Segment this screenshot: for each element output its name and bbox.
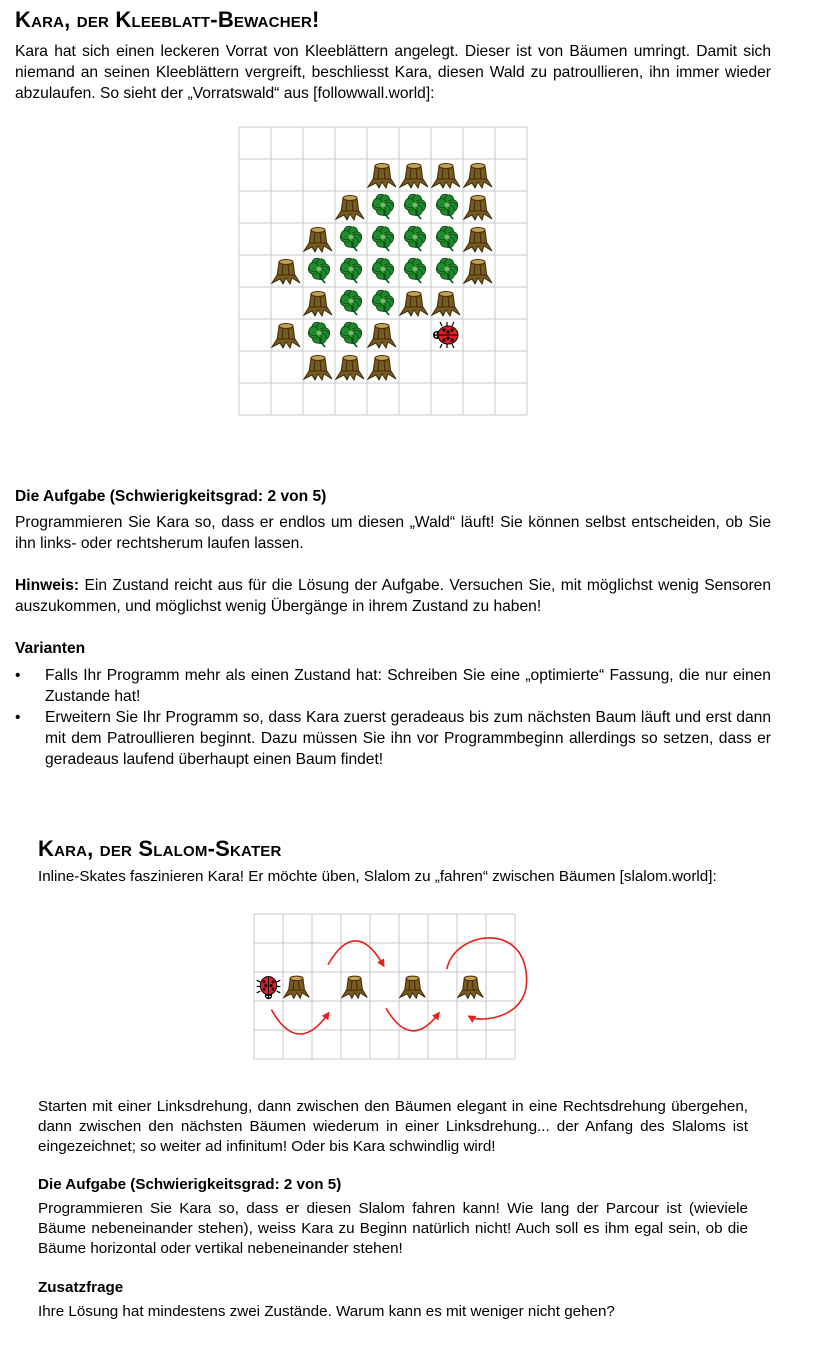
tree-icon bbox=[304, 356, 332, 381]
tree-icon bbox=[336, 356, 364, 381]
tree-icon bbox=[342, 976, 367, 998]
tree-icon bbox=[432, 164, 460, 189]
tree-icon bbox=[400, 976, 425, 998]
list-item bbox=[15, 665, 771, 707]
tree-icon bbox=[368, 356, 396, 381]
clover-icon bbox=[404, 258, 425, 283]
clover-icon bbox=[340, 290, 361, 315]
tree-icon bbox=[304, 228, 332, 253]
hint-label: Hinweis: bbox=[15, 577, 80, 594]
followwall-world-grid bbox=[239, 127, 529, 417]
slalom-world-grid bbox=[254, 914, 519, 1074]
section1-title bbox=[15, 7, 320, 33]
tree-icon bbox=[458, 976, 483, 998]
variant-text-1: Falls Ihr Programm mehr als einen Zustand hat: Schreiben Sie eine „optimierte“ Fassung, die nur einen Zustande hat! bbox=[45, 667, 771, 705]
section2-title-text: Kara, der Slalom-Skater bbox=[38, 836, 282, 861]
section2-task-text: Programmieren Sie Kara so, dass er diesen Slalom fahren kann! Wie lang der Parcour ist (wieviele Bäume nebeneinander stehen), weiss Kara zu Beginn natürlich nicht! Auch soll es ihm egal sein, ob die Bäume horizontal oder vertikal nebeneinander stehen! bbox=[38, 1200, 748, 1257]
section2-intro: Inline-Skates faszinieren Kara! Er möchte üben, Slalom zu „fahren“ zwischen Bäumen [slalom.world]: bbox=[38, 868, 717, 885]
tree-icon bbox=[336, 196, 364, 221]
clover-icon bbox=[436, 226, 457, 251]
clover-icon bbox=[372, 290, 393, 315]
clover-icon bbox=[404, 194, 425, 219]
slalom-arrow bbox=[328, 941, 383, 965]
variant-text-2: Erweitern Sie Ihr Programm so, dass Kara zuerst geradeaus bis zum nächsten Baum läuft und erst dann mit dem Patroullieren beginnt. Dazu müssen Sie ihn vor Programmbeginn allerdings so setzen, dass er geradeaus laufend überhaupt einen Baum findet! bbox=[45, 709, 771, 768]
variants-list bbox=[15, 665, 771, 770]
extra-question-text: Ihre Lösung hat mindestens zwei Zustände. Warum kann es mit weniger nicht gehen? bbox=[38, 1303, 615, 1320]
clover-icon bbox=[308, 322, 329, 347]
kara-ladybug-icon bbox=[433, 322, 458, 348]
tree-icon bbox=[368, 324, 396, 349]
clover-icon bbox=[340, 258, 361, 283]
tree-icon bbox=[464, 196, 492, 221]
section1-intro: Kara hat sich einen leckeren Vorrat von Kleeblättern angelegt. Dieser ist von Bäumen umringt. Damit sich niemand an seinen Kleeblättern vergreift, beschliesst Kara, diesen Wald zu patroullieren, ihn immer wieder abzulaufen. So sieht der „Vorratswald“ aus [followwall.world]: bbox=[15, 43, 771, 102]
section1-task-text: Programmieren Sie Kara so, dass er endlos um diesen „Wald“ läuft! Sie können selbst entscheiden, ob Sie ihn links- oder rechtsherum laufen lassen. bbox=[15, 514, 771, 552]
tree-icon bbox=[432, 292, 460, 317]
section1-task-heading: Die Aufgabe (Schwierigkeitsgrad: 2 von 5) bbox=[15, 488, 327, 505]
section1-hint bbox=[15, 575, 771, 617]
tree-icon bbox=[400, 164, 428, 189]
clover-icon bbox=[372, 194, 393, 219]
tree-icon bbox=[400, 292, 428, 317]
kara-ladybug-icon bbox=[257, 977, 281, 1000]
tree-icon bbox=[464, 164, 492, 189]
clover-icon bbox=[372, 258, 393, 283]
section2-description: Starten mit einer Linksdrehung, dann zwischen den Bäumen elegant in eine Rechtsdrehung übergehen, dann zwischen den nächsten Bäumen wiederum in einer Linksdrehung... der Anfang des Slaloms ist eingezeichnet; so weiter ad infinitum! Oder bis Kara schwindlig wird! bbox=[38, 1098, 748, 1155]
tree-icon bbox=[272, 324, 300, 349]
tree-icon bbox=[284, 976, 309, 998]
clover-icon bbox=[404, 226, 425, 251]
clover-icon bbox=[308, 258, 329, 283]
section2-task-heading: Die Aufgabe (Schwierigkeitsgrad: 2 von 5) bbox=[38, 1176, 342, 1193]
tree-icon bbox=[464, 228, 492, 253]
variants-heading: Varianten bbox=[15, 640, 86, 657]
clover-icon bbox=[372, 226, 393, 251]
clover-icon bbox=[436, 194, 457, 219]
slalom-arrow bbox=[386, 1008, 438, 1031]
list-item bbox=[15, 707, 771, 770]
section1-title-text: Kara, der Kleeblatt-Bewacher! bbox=[15, 7, 320, 32]
bullet-icon: • bbox=[15, 667, 21, 684]
clover-icon bbox=[340, 322, 361, 347]
hint-text: Ein Zustand reicht aus für die Lösung der Aufgabe. Versuchen Sie, mit möglichst wenig Sensoren auszukommen, und möglichst wenig Übergänge in ihrem Zustand zu haben! bbox=[15, 577, 771, 615]
tree-icon bbox=[304, 292, 332, 317]
clover-icon bbox=[340, 226, 361, 251]
extra-question-heading: Zusatzfrage bbox=[38, 1279, 124, 1296]
section2-title bbox=[38, 836, 282, 862]
tree-icon bbox=[272, 260, 300, 285]
tree-icon bbox=[464, 260, 492, 285]
bullet-icon: • bbox=[15, 709, 21, 726]
tree-icon bbox=[368, 164, 396, 189]
clover-icon bbox=[436, 258, 457, 283]
